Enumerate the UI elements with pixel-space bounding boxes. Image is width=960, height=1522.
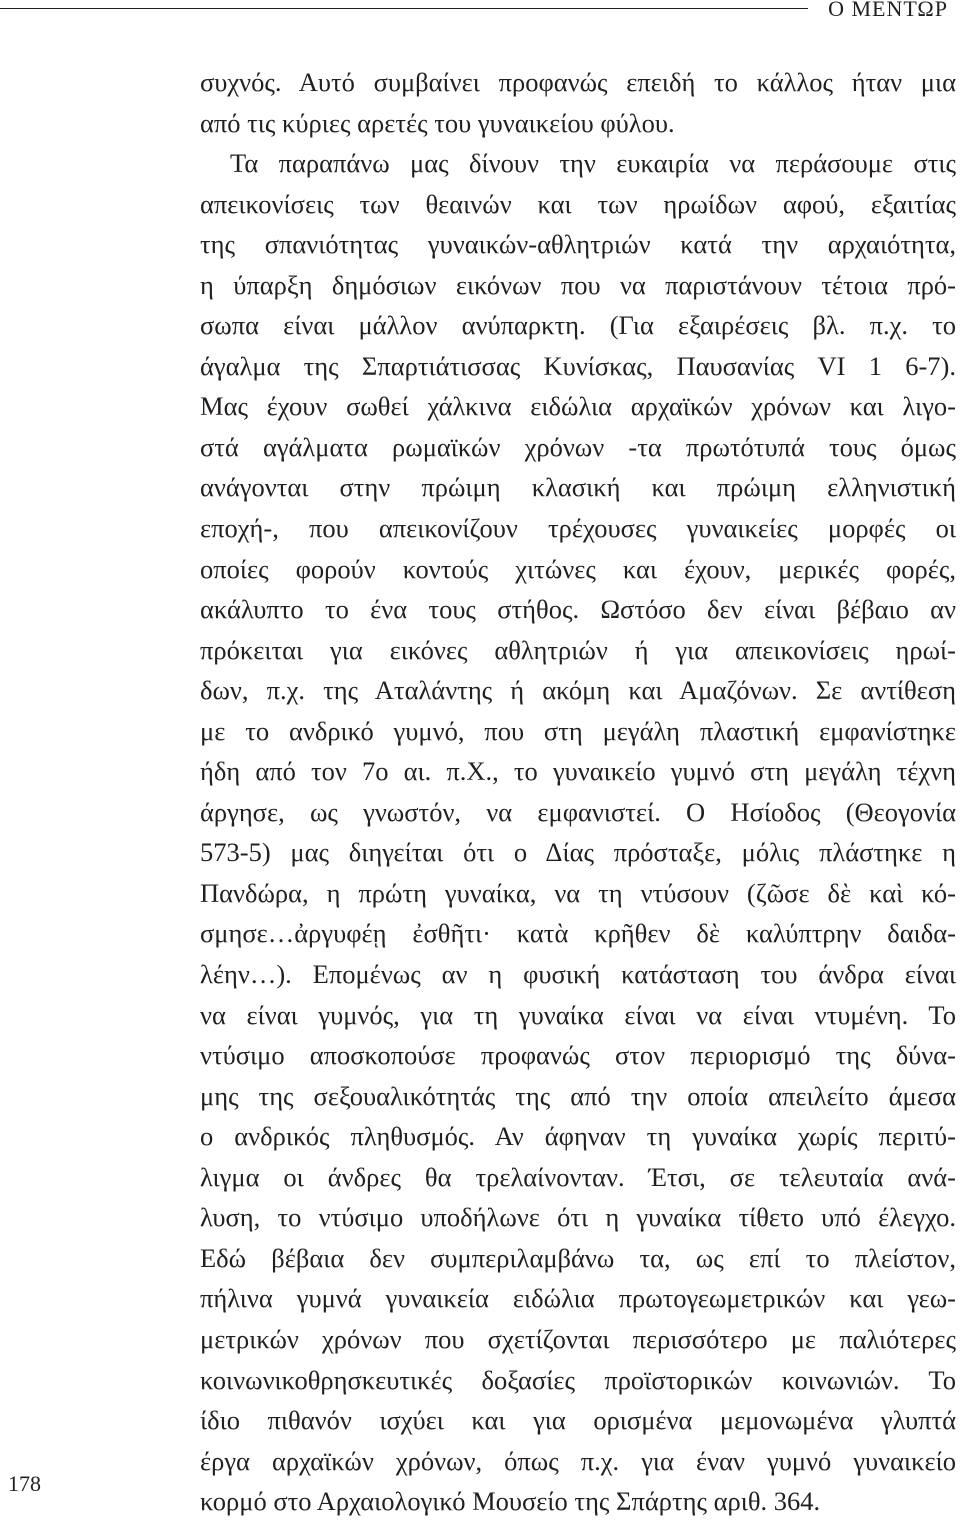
text-line: κοινωνικοθρησκευτικές δοξασίες προϊστορικών κοινωνιών. Το (200, 1364, 956, 1395)
text-line: ίδιο πιθανόν ισχύει και για ορισμένα μεμονωμένα γλυπτά (200, 1405, 956, 1436)
text-line: από τις κύριες αρετές του γυναικείου φύλου. (200, 107, 675, 138)
text-line: ο ανδρικός πληθυσμός. Αν άφηναν τη γυναίκα χωρίς περιτύ- (200, 1121, 956, 1152)
text-line: εποχή-, που απεικονίζουν τρέχουσες γυναικείες μορφές οι (200, 513, 956, 544)
text-line: ακάλυπτο το ένα τους στήθος. Ωστόσο δεν είναι βέβαιο αν (200, 594, 956, 625)
text-line: σμησε…ἀργυφέῃ ἐσθῆτι· κατὰ κρῆθεν δὲ καλύπτρην δαιδα- (200, 918, 956, 949)
text-line: άγαλμα της Σπαρτιάτισσας Κυνίσκας, Παυσανίας VI 1 6-7). (200, 350, 956, 381)
text-line: έργα αρχαϊκών χρόνων, όπως π.χ. για έναν γυμνό γυναικείο (200, 1445, 956, 1476)
text-line: ήδη από τον 7ο αι. π.Χ., το γυναικείο γυμνό στη μεγάλη τέχνη (200, 756, 956, 787)
text-line: Τα παραπάνω μας δίνουν την ευκαιρία να περάσουμε στις (230, 148, 956, 179)
text-line: 573-5) μας διηγείται ότι ο Δίας πρόσταξε, μόλις πλάστηκε η (200, 837, 956, 868)
text-line: να είναι γυμνός, για τη γυναίκα είναι να είναι ντυμένη. Το (200, 999, 956, 1030)
text-line: απεικονίσεις των θεαινών και των ηρωίδων αφού, εξαιτίας (200, 188, 956, 219)
text-line: Πανδώρα, η πρώτη γυναίκα, να τη ντύσουν (ζῶσε δὲ καὶ κό- (200, 877, 956, 908)
text-line: Εδώ βέβαια δεν συμπεριλαμβάνω τα, ως επί το πλείστον, (200, 1242, 956, 1273)
text-line: συχνός. Αυτό συμβαίνει προφανώς επειδή το κάλλος ήταν μια (200, 67, 956, 97)
text-line: στά αγάλματα ρωμαϊκών χρόνων -τα πρωτότυπά τους όμως (200, 431, 956, 462)
text-line: κορμό στο Αρχαιολογικό Μουσείο της Σπάρτης αριθ. 364. (200, 1486, 821, 1517)
text-line: πήλινα γυμνά γυναικεία ειδώλια πρωτογεωμετρικών και γεω- (200, 1283, 956, 1314)
text-line: λυση, το ντύσιμο υποδήλωνε ότι η γυναίκα τίθετο υπό έλεγχο. (200, 1202, 956, 1233)
running-head: Ο ΜΕΝΤΩΡ (828, 0, 948, 21)
text-line: με το ανδρικό γυμνό, που στη μεγάλη πλαστική εμφανίστηκε (200, 715, 956, 746)
text-line: λέην…). Επομένως αν η φυσική κατάσταση του άνδρα είναι (200, 959, 956, 990)
text-line: άργησε, ως γνωστόν, να εμφανιστεί. Ο Ησίοδος (Θεογονία (200, 796, 956, 827)
text-line: ντύσιμο αποσκοπούσε προφανώς στον περιορισμό της δύνα- (200, 1040, 956, 1071)
text-line: ανάγονται στην πρώιμη κλασική και πρώιμη ελληνιστική (200, 472, 956, 503)
text-line: Μας έχουν σωθεί χάλκινα ειδώλια αρχαϊκών χρόνων και λιγο- (200, 391, 956, 422)
page-number: 178 (8, 1471, 41, 1496)
text-line: της σπανιότητας γυναικών-αθλητριών κατά την αρχαιότητα, (200, 229, 956, 260)
text-line: μης της σεξουαλικότητάς της από την οποία απειλείτο άμεσα (200, 1080, 956, 1111)
text-line: πρόκειται για εικόνες αθλητριών ή για απεικονίσεις ηρωί- (200, 634, 956, 665)
text-line: η ύπαρξη δημόσιων εικόνων που να παριστάνουν τέτοια πρό- (200, 269, 956, 300)
header-rule (0, 8, 808, 9)
body-text (200, 62, 956, 1522)
text-line: σωπα είναι μάλλον ανύπαρκτη. (Για εξαιρέσεις βλ. π.χ. το (200, 310, 956, 341)
text-line: οποίες φορούν κοντούς χιτώνες και έχουν, μερικές φορές, (200, 553, 956, 584)
text-line: δων, π.χ. της Αταλάντης ή ακόμη και Αμαζόνων. Σε αντίθεση (200, 675, 956, 706)
text-line: μετρικών χρόνων που σχετίζονται περισσότερο με παλιότερες (200, 1323, 956, 1354)
text-line: λιγμα οι άνδρες θα τρελαίνονταν. Έτσι, σε τελευταία ανά- (200, 1161, 956, 1192)
